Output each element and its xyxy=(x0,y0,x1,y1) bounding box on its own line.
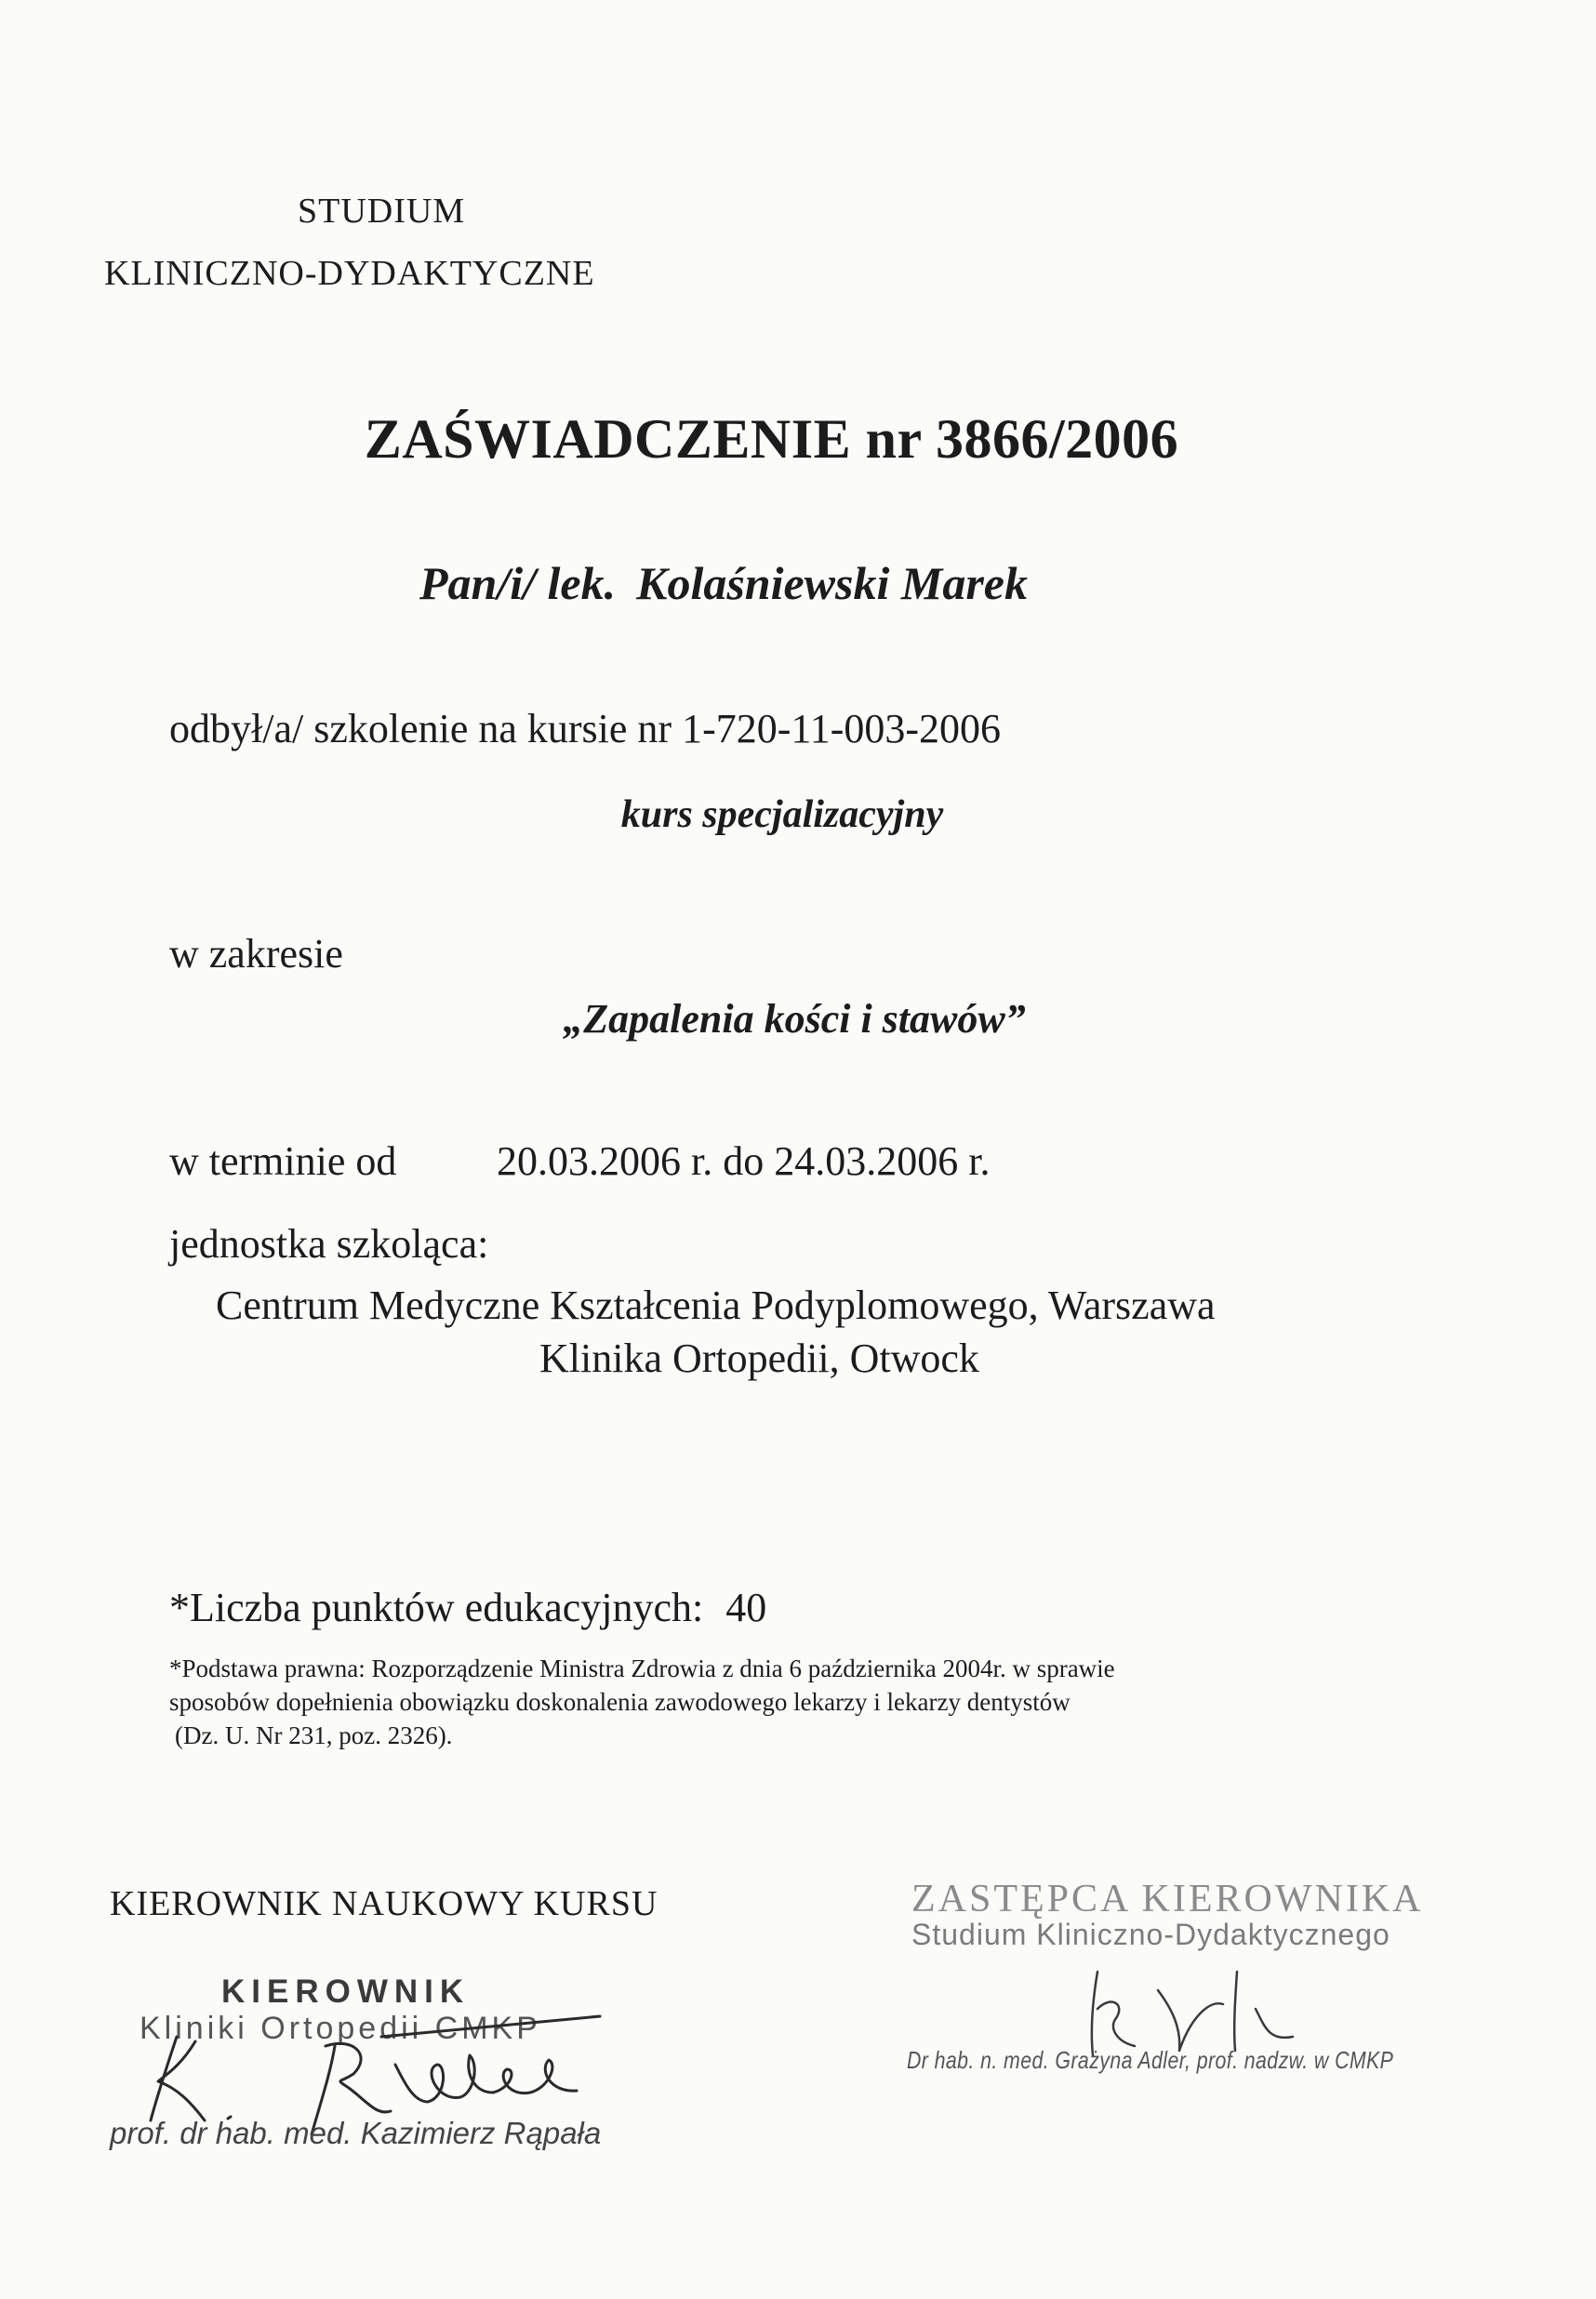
certificate-title-row xyxy=(0,407,1596,472)
right-stamp-unit: Studium Kliniczno-Dydaktycznego xyxy=(911,1918,1390,1951)
education-points-line xyxy=(169,1584,766,1631)
scientific-director-heading: KIEROWNIK NAUKOWY KURSU xyxy=(110,1884,658,1923)
course-type-row xyxy=(0,792,1596,837)
person-line xyxy=(419,556,1028,610)
left-stamp-unit: Kliniki Ortopedii CMKP xyxy=(140,2011,541,2046)
term-label: w terminie od xyxy=(169,1138,397,1184)
scope-row xyxy=(0,995,1596,1043)
org-line-2: KLINICZNO-DYDAKTYCZNE xyxy=(104,254,595,293)
legal-line-1: *Podstawa prawna: Rozporządzenie Ministra Zdrowia z dnia 6 października 2004r. w sprawie xyxy=(169,1654,1115,1682)
legal-line-3: (Dz. U. Nr 231, poz. 2326). xyxy=(175,1721,453,1749)
org-line-1: STUDIUM xyxy=(298,192,466,231)
left-signatory-name: prof. dr hab. med. Kazimierz Rąpała xyxy=(110,2116,602,2150)
term-dates: 20.03.2006 r. do 24.03.2006 r. xyxy=(497,1138,991,1184)
course-type: kurs specjalizacyjny xyxy=(620,793,944,836)
person-name: Kolaśniewski Marek xyxy=(636,557,1028,609)
person-prefix: Pan/i/ lek. xyxy=(419,557,617,609)
points-value: 40 xyxy=(725,1585,767,1630)
points-label: *Liczba punktów edukacyjnych: xyxy=(169,1585,704,1630)
unit-label: jednostka szkoląca: xyxy=(169,1221,489,1267)
legal-basis-note xyxy=(169,1652,1369,1752)
right-stamp-title: ZASTĘPCA KIEROWNIKA xyxy=(911,1878,1424,1920)
scope-label: w zakresie xyxy=(169,931,343,977)
legal-line-2: sposobów dopełnienia obowiązku doskonalenia zawodowego lekarzy i lekarzy dentystów xyxy=(169,1688,1071,1716)
left-stamp-title: KIEROWNIK xyxy=(221,1973,471,2010)
certificate-title: ZAŚWIADCZENIE nr 3866/2006 xyxy=(364,408,1179,470)
scope-title: „Zapalenia kości i stawów” xyxy=(563,996,1026,1042)
training-unit-line-2: Klinika Ortopedii, Otwock xyxy=(539,1336,979,1381)
term-line xyxy=(169,1137,990,1185)
person-row xyxy=(0,556,1596,610)
training-unit-line-1: Centrum Medyczne Kształcenia Podyplomowego, Warszawa xyxy=(216,1282,1216,1328)
right-signatory-name: Dr hab. n. med. Grażyna Adler, prof. nadzw. w CMKP xyxy=(907,2046,1394,2074)
course-line: odbył/a/ szkolenie na kursie nr 1-720-11-003-2006 xyxy=(169,706,1002,751)
